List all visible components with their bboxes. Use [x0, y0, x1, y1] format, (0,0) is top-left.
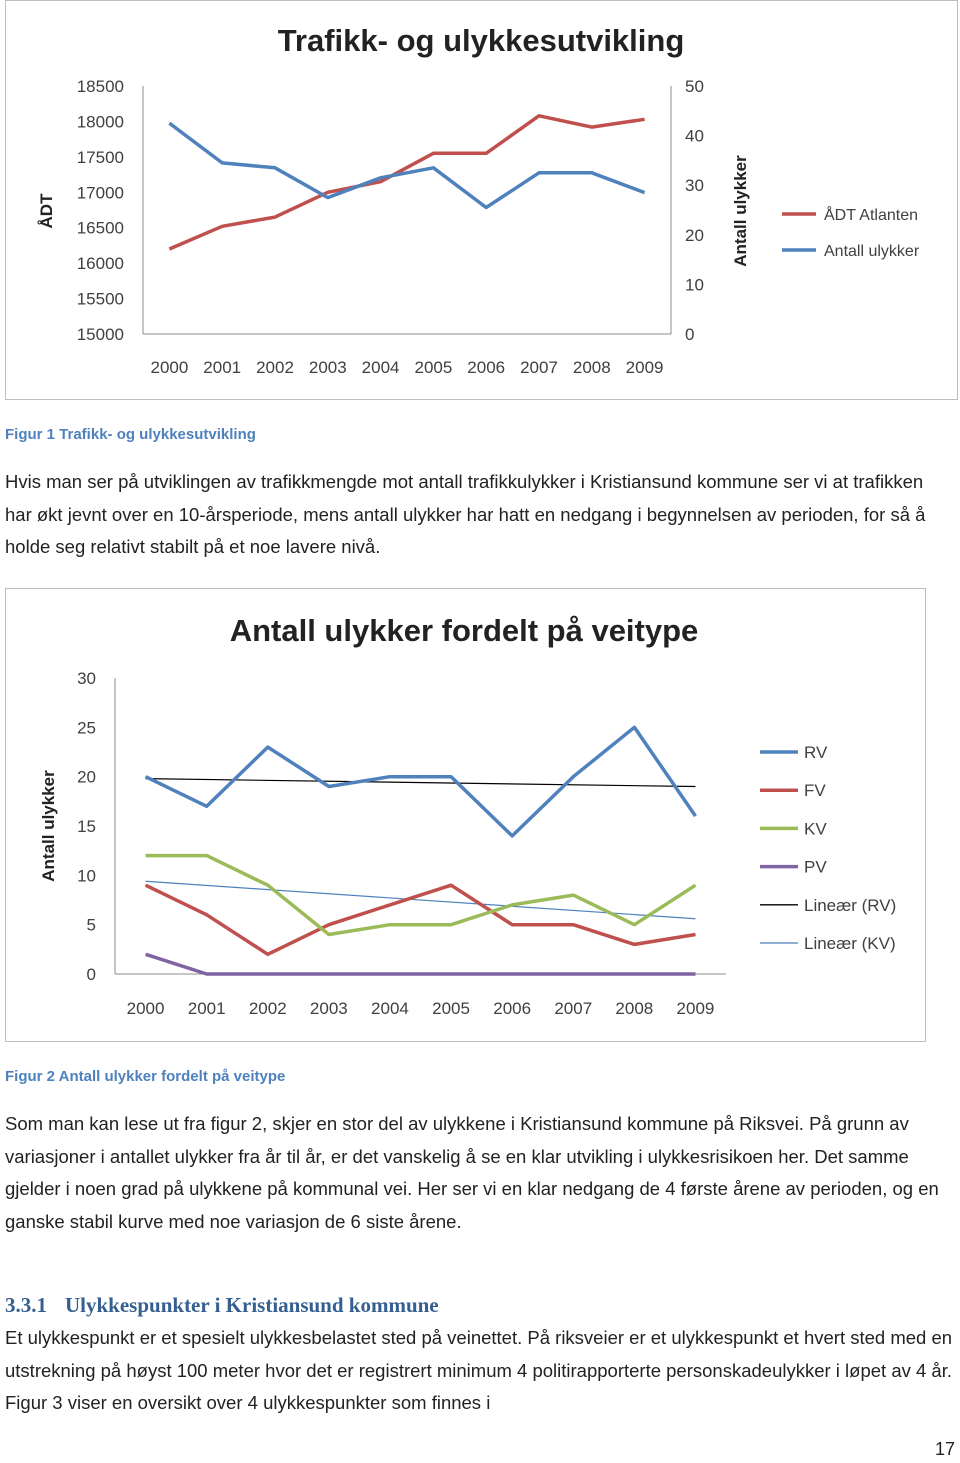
series-line — [169, 116, 644, 249]
x-tick-label: 2003 — [308, 358, 347, 377]
legend-label: Antall ulykker — [824, 243, 920, 260]
y-tick-label: 30 — [77, 669, 96, 688]
y2-tick-label: 40 — [685, 126, 704, 146]
y-tick-label: 10 — [77, 866, 96, 886]
series-line — [169, 123, 644, 207]
legend-label: Lineær (RV) — [804, 895, 897, 915]
y-axis-label: ÅDT — [37, 193, 56, 229]
y2-axis-label: Antall ulykker — [731, 155, 750, 267]
y-tick-label: 16500 — [76, 218, 124, 238]
y2-tick-label: 10 — [685, 275, 704, 295]
series-line — [146, 954, 696, 974]
section-number: 3.3.1 — [5, 1293, 47, 1317]
x-tick-label: 2005 — [432, 999, 470, 1018]
legend-label: KV — [804, 819, 827, 839]
accidents-by-road-type-chart — [5, 588, 926, 1042]
y-tick-label: 15500 — [76, 289, 124, 309]
paragraph-traffic-development: Hvis man ser på utviklingen av trafikkmengde mot antall trafikkulykker i Kristiansund kommune ser vi at trafikken har økt jevnt over en 10-årsperiode, mens antall ulykker har hatt en nedgang i begynnelsen av perioden, for så å holde seg relativt stabilt på et noe lavere nivå. — [5, 471, 926, 557]
page-number: 17 — [934, 1439, 955, 1459]
x-tick-label: 2004 — [361, 358, 400, 377]
x-tick-label: 2008 — [572, 358, 611, 377]
x-tick-label: 2001 — [203, 358, 242, 377]
x-tick-label: 2001 — [187, 999, 226, 1018]
y-tick-label: 0 — [86, 965, 96, 984]
section-title: Ulykkespunkter i Kristiansund kommune — [65, 1293, 439, 1317]
x-tick-label: 2007 — [554, 999, 593, 1018]
y-tick-label: 16000 — [76, 254, 124, 274]
y2-tick-label: 0 — [685, 325, 695, 344]
x-tick-label: 2007 — [520, 358, 558, 377]
legend-label: FV — [804, 781, 826, 801]
y-tick-label: 25 — [77, 718, 96, 738]
y2-tick-label: 50 — [685, 77, 704, 96]
x-tick-label: 2006 — [467, 358, 506, 377]
legend-label: ÅDT Atlanten — [824, 207, 918, 224]
series-line — [146, 727, 696, 836]
y-tick-label: 18000 — [76, 112, 124, 132]
y-tick-label: 15 — [77, 817, 96, 836]
traffic-accident-chart — [5, 0, 958, 400]
x-tick-label: 2000 — [150, 358, 189, 377]
legend-label: Lineær (KV) — [804, 934, 896, 953]
y-tick-label: 15000 — [76, 325, 124, 344]
x-tick-label: 2002 — [256, 358, 294, 377]
y-tick-label: 18500 — [76, 77, 124, 96]
figure-1-caption: Figur 1 Trafikk- og ulykkesutvikling — [5, 426, 256, 443]
traffic-accident-chart-svg — [6, 1, 957, 399]
chart-title: Trafikk- og ulykkesutvikling — [277, 23, 685, 58]
y-tick-label: 5 — [86, 915, 96, 935]
accidents-by-road-type-chart-svg — [6, 589, 925, 1041]
figure-2-caption: Figur 2 Antall ulykker fordelt på veitype — [5, 1068, 286, 1085]
legend-label: PV — [804, 857, 827, 877]
y-axis-label: Antall ulykker — [39, 770, 58, 882]
x-tick-label: 2005 — [414, 358, 453, 377]
y2-tick-label: 30 — [685, 176, 704, 196]
x-tick-label: 2006 — [493, 999, 532, 1018]
legend-label: RV — [804, 743, 828, 762]
y-tick-label: 17500 — [76, 147, 124, 167]
x-tick-label: 2002 — [248, 999, 287, 1018]
paragraph-accident-points: Et ulykkespunkt er et spesielt ulykkesbelastet sted på veinettet. På riksveier er et ulykkespunkt et hvert sted med en utstrekning på høyst 100 meter hvor det er registrert minimum 4 politirapporterte personskadeulykker i løpet av 4 år. Figur 3 viser en oversikt over 4 ulykkespunkter som finnes i — [5, 1327, 953, 1413]
chart-title: Antall ulykker fordelt på veitype — [229, 613, 699, 648]
series-line — [146, 885, 696, 954]
x-tick-label: 2008 — [615, 999, 654, 1018]
x-tick-label: 2003 — [309, 999, 348, 1018]
section-heading — [5, 1293, 439, 1318]
y2-tick-label: 20 — [685, 225, 704, 245]
x-tick-label: 2009 — [625, 358, 664, 377]
y-tick-label: 17000 — [76, 183, 124, 203]
x-tick-label: 2004 — [371, 999, 409, 1018]
x-tick-label: 2009 — [676, 999, 715, 1018]
y-tick-label: 20 — [77, 767, 96, 787]
paragraph-road-type-analysis: Som man kan lese ut fra figur 2, skjer en stor del av ulykkene i Kristiansund kommune på Riksvei. På grunn av variasjoner i antallet ulykker fra år til år, er det vanskelig å se en klar utvikling i ulykkesrisikoen her. Det samme gjelder i noen grad på ulykkene på kommunal vei. Her ser vi en klar nedgang de 4 første årene av perioden, og en ganske stabil kurve med noe variasjon de 6 siste årene. — [5, 1113, 939, 1232]
x-tick-label: 2000 — [126, 999, 165, 1018]
